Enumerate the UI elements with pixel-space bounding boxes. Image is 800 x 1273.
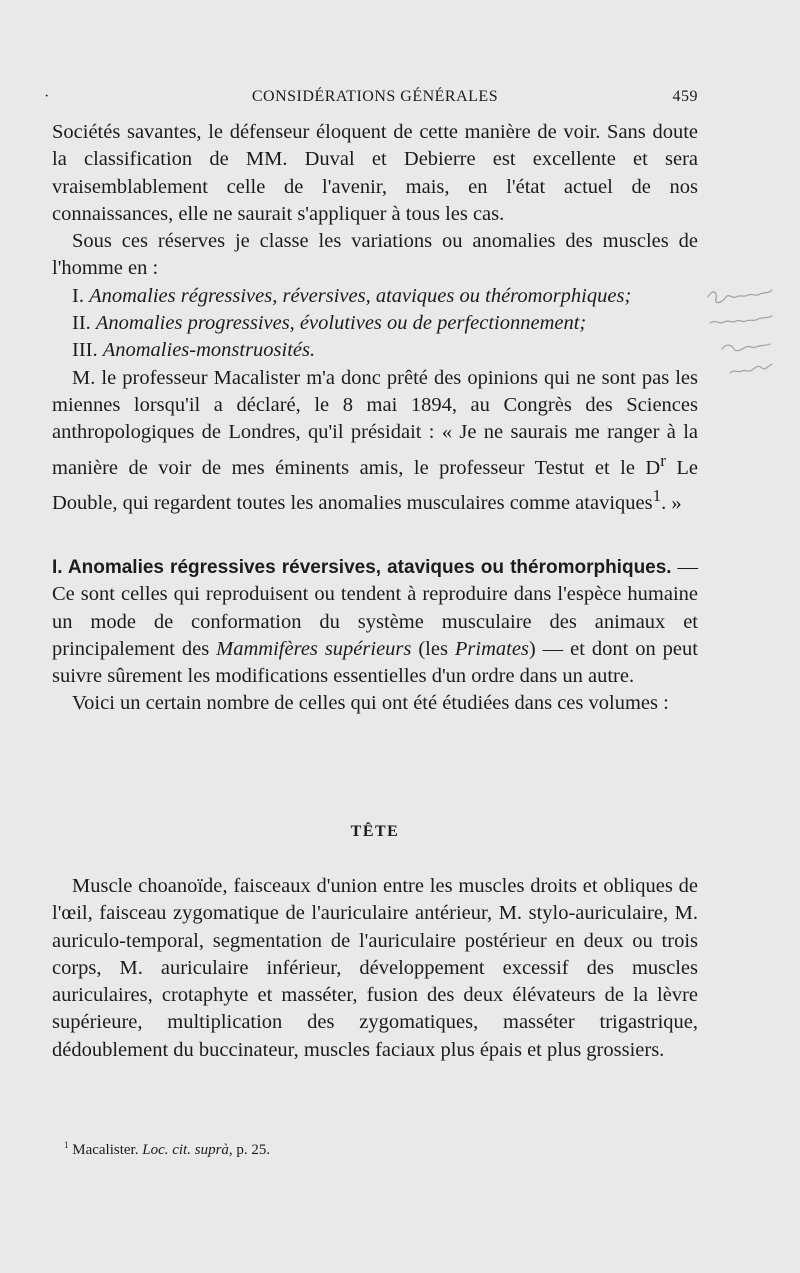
footnote-mark: 1: [64, 1140, 69, 1150]
paragraph-1: Sociétés savantes, le défenseur éloquent de cette manière de voir. Sans doute la classification de MM. Duval et Debierre est excellente et sera vraisemblablement celle de l'avenir, mais, en l'état actuel de nos connaissances, elle ne saurait s'appliquer à tous les cas.: [52, 121, 698, 225]
section-title: TÊTE: [350, 823, 400, 840]
list-item-3: [52, 337, 698, 364]
list-text: Anomalies-monstruosités.: [102, 339, 316, 362]
list-text: Anomalies progressives, évolutives ou de perfectionnement;: [95, 312, 587, 335]
running-head-title: CONSIDÉRATIONS GÉNÉRALES: [251, 88, 499, 105]
paragraph-3-text-c: . »: [661, 491, 682, 514]
section-paragraph: Muscle choanoïde, faisceaux d'union entre les muscles droits et obliques de l'œil, faisceau zygomatique de l'auriculaire antérieur, M. stylo-auriculaire, M. auriculo-temporal, segmentation de l'auriculaire postérieur en deux ou trois corps, M. auriculaire inférieur, développement excessif des muscles auriculaires, crotaphyte et masséter, fusion des deux élévateurs de la lèvre supérieure, multiplication des zygomatiques, masséter trigastrique, dédoublement du buccinateur, muscles faciaux plus épais et plus grossiers.: [52, 875, 698, 1061]
paragraph-4-em-1: Mammifères supérieurs: [216, 637, 412, 660]
main-text: [52, 119, 698, 517]
footnote-page: , p. 25.: [228, 1142, 271, 1158]
list-number: III.: [72, 339, 98, 362]
footnote-author: Macalister.: [72, 1142, 143, 1158]
footnote-ref-italic: Loc. cit. suprà: [142, 1142, 229, 1158]
subsection-heading: I. Anomalies régressives réversives, ataviques ou théromorphiques.: [52, 557, 672, 578]
paragraph-4-text-b: (les: [411, 637, 455, 660]
list-item-2: [52, 310, 698, 337]
paragraph-4: [52, 554, 698, 690]
list-text: Anomalies régressives, réversives, ataviques ou théromorphiques;: [89, 284, 632, 307]
paragraph-3-text-b: Le Double, qui regardent toutes les anomalies musculaires comme ataviques: [52, 456, 698, 514]
paragraph-2: Sous ces réserves je classe les variations ou anomalies des muscles de l'homme en :: [52, 230, 698, 280]
section-body: [52, 873, 698, 1064]
list-number: I.: [72, 284, 84, 307]
running-head: [44, 88, 698, 112]
anomalies-section: [52, 554, 698, 718]
list-number: II.: [72, 312, 91, 335]
paragraph-4-text-c: ) — et dont on peut suivre sûrement les modifications essentielles d'un ordre dans un autre.: [52, 637, 698, 688]
list-item-1: [52, 283, 698, 310]
doctor-abbrev-sup: r: [660, 450, 666, 470]
paragraph-4-text-a: — Ce sont celles qui reproduisent ou tendent à reproduire dans l'espèce humaine un mode de conformation du système musculaire des animaux et principalement des: [52, 556, 698, 660]
footnote: [64, 1140, 684, 1159]
page-number: 459: [672, 88, 698, 105]
paragraph-3-text-a: M. le professeur Macalister m'a donc prêté des opinions qui ne sont pas les miennes lorsqu'il a déclaré, le 8 mai 1894, au Congrès des Sciences anthropologiques de Londres, qu'il présidait : « Je ne saurais me ranger à la manière de voir de mes éminents amis, le professeur Testut et le D: [52, 366, 698, 479]
paragraph-5: Voici un certain nombre de celles qui ont été étudiées dans ces volumes :: [72, 692, 669, 715]
paragraph-4-em-2: Primates: [454, 637, 529, 660]
header-marker: ·: [44, 88, 50, 105]
footnote-ref: 1: [652, 485, 662, 505]
pencil-scribble-image: [700, 275, 800, 395]
paragraph-3: [52, 365, 698, 517]
